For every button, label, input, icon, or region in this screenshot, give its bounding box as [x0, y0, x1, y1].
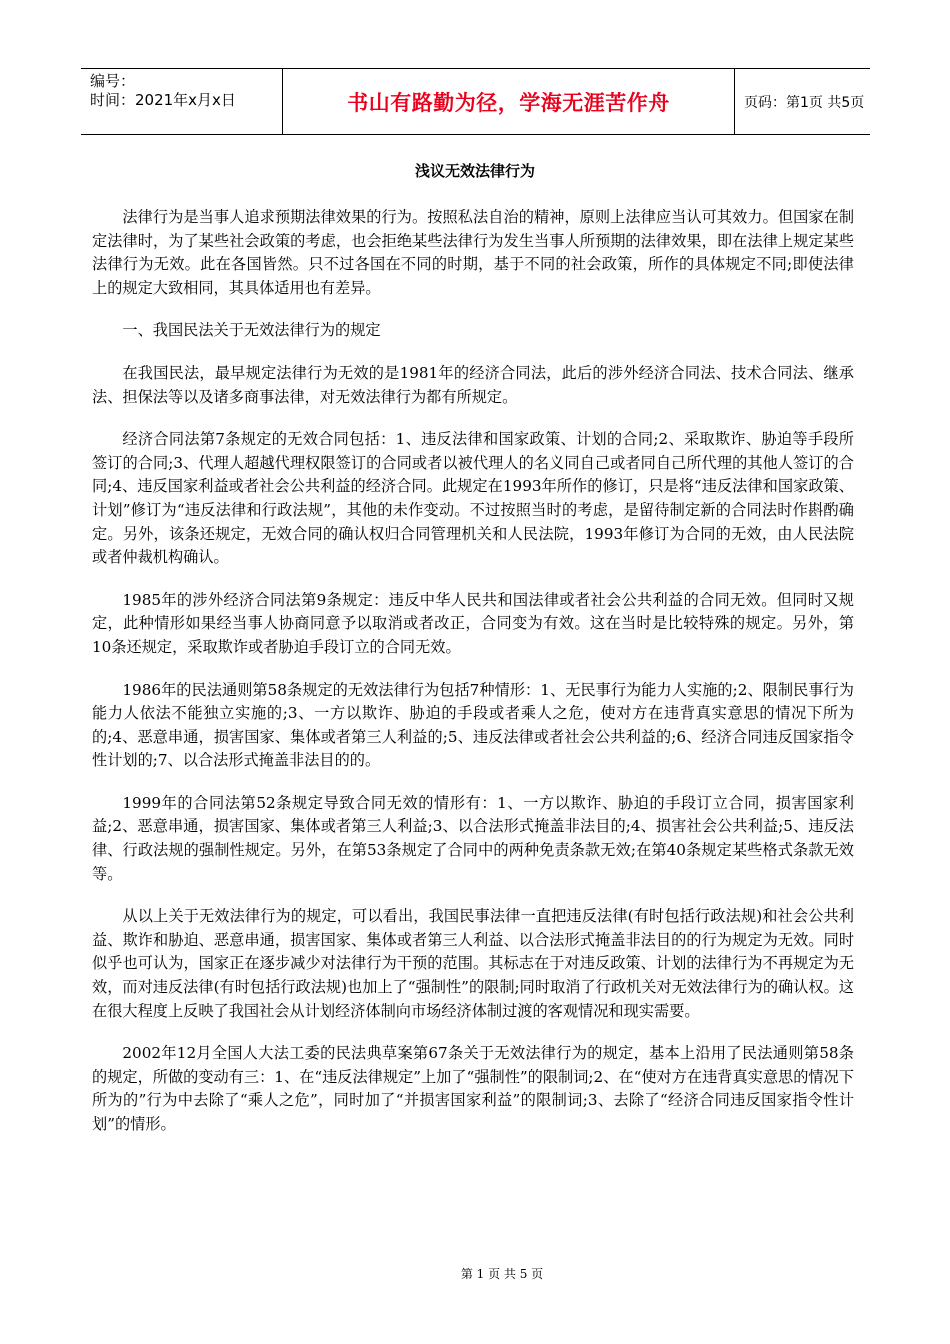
page-footer: 第 1 页 共 5 页 [460, 1267, 544, 1281]
header-motto: 书山有路勤为径，学海无涯苦作舟 [283, 69, 735, 134]
paragraph: 2002年12月全国人大法工委的民法典草案第67条关于无效法律行为的规定，基本上沿用了民法通则第58条的规定，所做的变动有三：1、在“违反法律规定”上加了“强制性”的限制词;2、在“使对方在违背真实意思的情况下所为的”行为中去除了“乘人之危”，同时加了“并损害国家利益”的限制词;3、去除了“经济合同违反国家指令性计划”的情形。 [92, 1044, 854, 1133]
section-heading: 一、我国民法关于无效法律行为的规定 [122, 321, 381, 340]
header-page-info: 页码：第1页 共5页 [744, 94, 865, 111]
paragraph: 在我国民法，最早规定法律行为无效的是1981年的经济合同法，此后的涉外经济合同法、技术合同法、继承法、担保法等以及诸多商事法律，对无效法律行为都有所规定。 [92, 363, 854, 406]
document-time-label: 时间：2021年x月x日 [90, 91, 236, 109]
document-body [92, 206, 854, 1156]
document-number-label: 编号： [90, 72, 136, 90]
paragraph: 经济合同法第7条规定的无效合同包括：1、违反法律和国家政策、计划的合同;2、采取欺诈、胁迫等手段所签订的合同;3、代理人超越代理权限签订的合同或者以被代理人的名义同自己或者同自己所代理的其他人签订的合同;4、违反国家利益或者社会公共利益的经济合同。此规定在1993年所作的修订，只是将“违反法律和国家政策、计划”修订为“违反法律和行政法规”，其他的未作变动。不过按照当时的考虑，是留待制定新的合同法时作斟酌确定。另外，该条还规定，无效合同的确认权归合同管理机关和人民法院，1993年修订为合同的无效，由人民法院或者仲裁机构确认。 [92, 430, 854, 567]
paragraph: 1999年的合同法第52条规定导致合同无效的情形有：1、一方以欺诈、胁迫的手段订立合同，损害国家利益;2、恶意串通，损害国家、集体或者第三人利益;3、以合法形式掩盖非法目的;4、损害社会公共利益;5、违反法律、行政法规的强制性规定。另外，在第53条规定了合同中的两种免责条款无效;在第40条规定某些格式条款无效等。 [92, 793, 854, 883]
document-title: 浅议无效法律行为 [414, 162, 535, 180]
paragraph: 1986年的民法通则第58条规定的无效法律行为包括7种情形：1、无民事行为能力人实施的;2、限制民事行为能力人依法不能独立实施的;3、一方以欺诈、胁迫的手段或者乘人之危，使对方在违背真实意思的情况下所为的;4、恶意串通，损害国家、集体或者第三人利益的;5、违反法律或者社会公共利益的;6、经济合同违反国家指令性计划的;7、以合法形式掩盖非法目的的。 [92, 680, 854, 770]
header-bar [81, 68, 870, 135]
paragraph: 法律行为是当事人追求预期法律效果的行为。按照私法自治的精神，原则上法律应当认可其效力。但国家在制定法律时，为了某些社会政策的考虑，也会拒绝某些法律行为发生当事人所预期的法律效果，即在法律上规定某些法律行为无效。此在各国皆然。只不过各国在不同的时期，基于不同的社会政策，所作的具体规定不同;即使法律上的规定大致相同，其具体适用也有差异。 [92, 208, 854, 297]
paragraph: 从以上关于无效法律行为的规定，可以看出，我国民事法律一直把违反法律(有时包括行政法规)和社会公共利益、欺诈和胁迫、恶意串通，损害国家、集体或者第三人利益、以合法形式掩盖非法目的的行为规定为无效。同时似乎也可认为，国家正在逐步减少对法律行为干预的范围。其标志在于对违反政策、计划的法律行为不再规定为无效，而对违反法律(有时包括行政法规)也加上了“强制性”的限制;同时取消了行政机关对无效法律行为的确认权。这在很大程度上反映了我国社会从计划经济体制向市场经济体制过渡的客观情况和现实需要。 [92, 907, 854, 1020]
paragraph: 1985年的涉外经济合同法第9条规定：违反中华人民共和国法律或者社会公共利益的合同无效。但同时又规定，此种情形如果经当事人协商同意予以取消或者改正，合同变为有效。这在当时是比较特殊的规定。另外，第10条还规定，采取欺诈或者胁迫手段订立的合同无效。 [92, 590, 854, 656]
header-meta [81, 69, 283, 134]
